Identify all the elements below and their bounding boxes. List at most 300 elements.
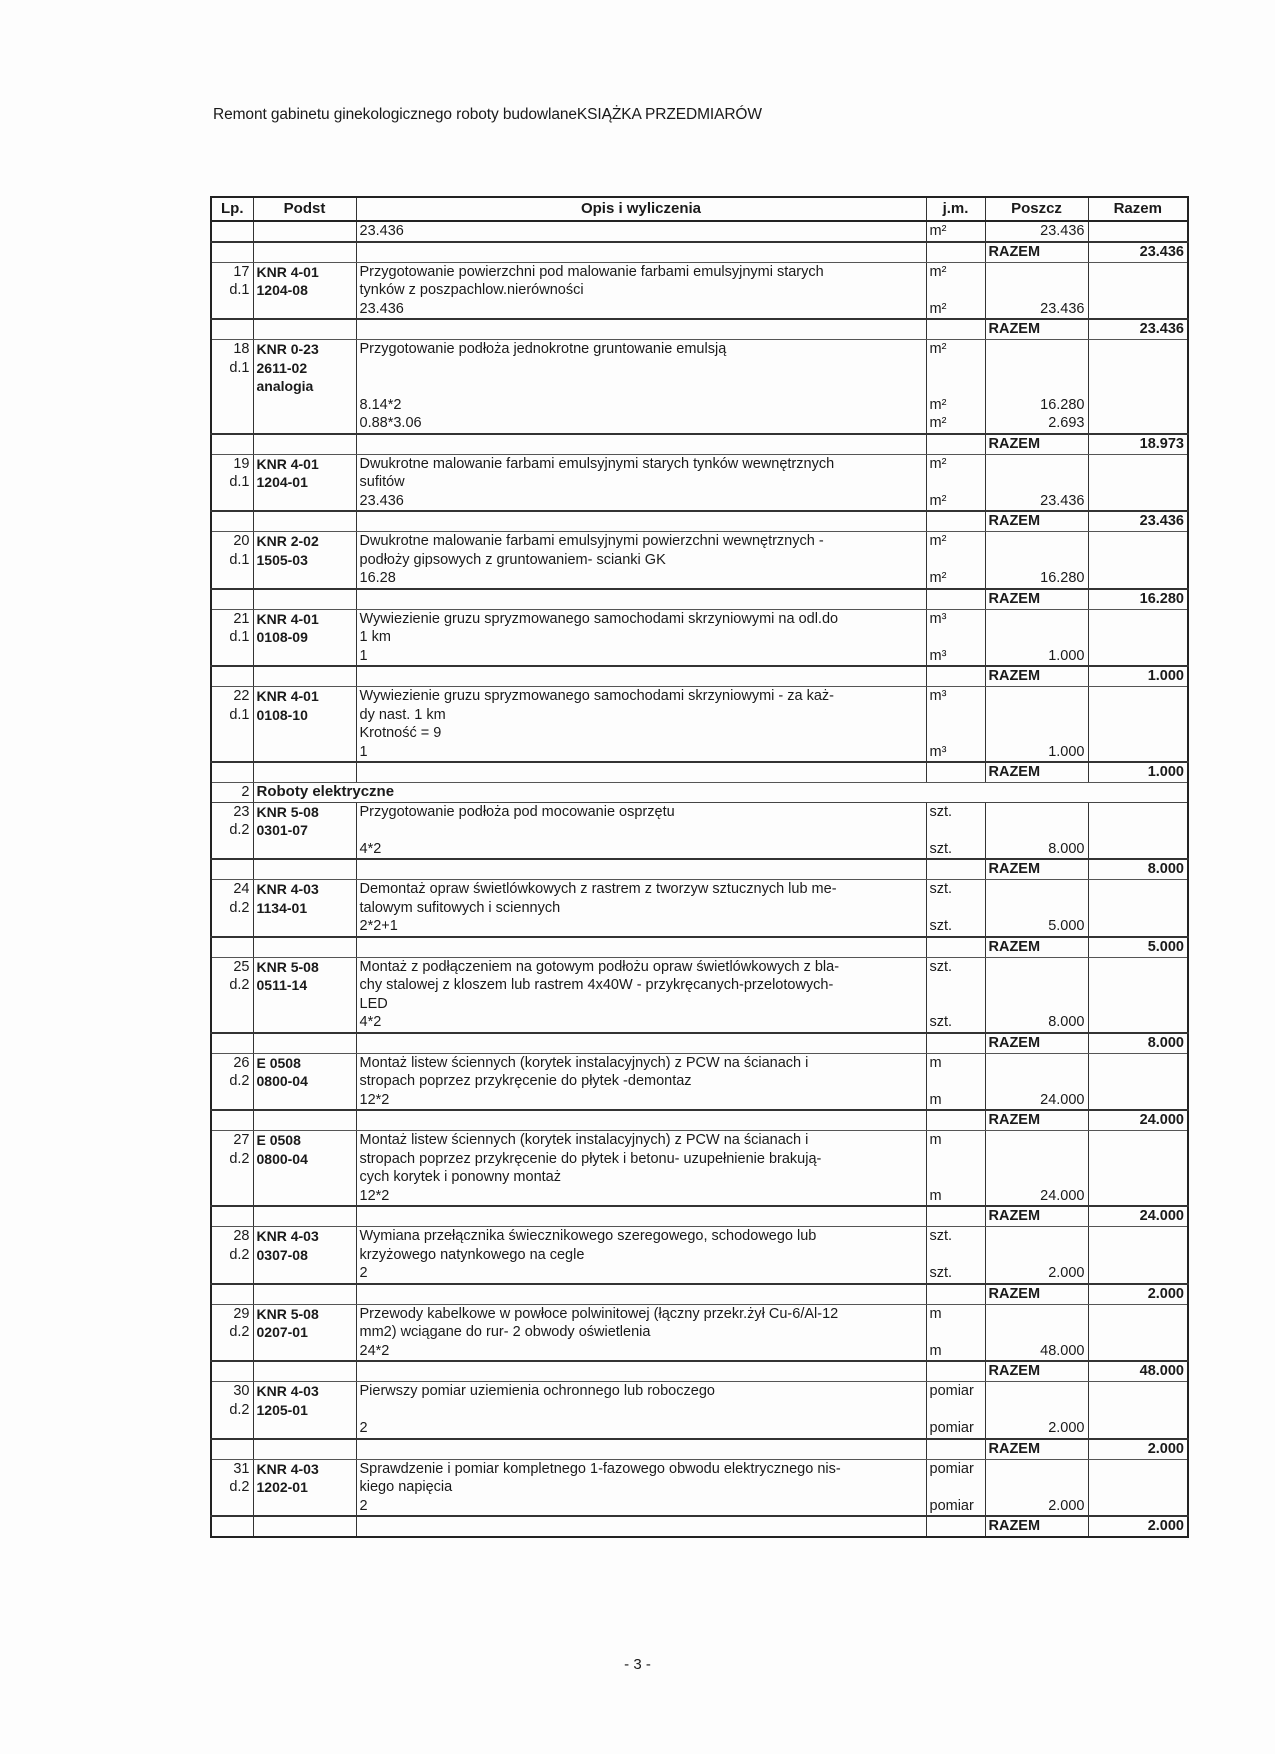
basis-code: 1134-01: [256, 899, 308, 916]
empty-cell: [253, 1110, 356, 1131]
section-ref: d.2: [229, 1479, 250, 1495]
poszcz-value: 8.000: [1048, 1014, 1085, 1030]
empty-cell: [211, 762, 253, 783]
unit: m²: [929, 341, 947, 357]
spacer: [989, 281, 1085, 300]
poszcz-value: 2.000: [1048, 1420, 1085, 1436]
poszcz-cell: [985, 1131, 1088, 1207]
calc-expression: 4*2: [359, 1014, 382, 1030]
razem-cell: [1088, 1304, 1188, 1361]
poszcz-value: 16.280: [1040, 570, 1085, 586]
poszcz-cell: [985, 532, 1088, 589]
empty-cell: [356, 1516, 926, 1537]
poszcz-cell: [985, 957, 1088, 1033]
spacer: [989, 610, 1085, 629]
description-line: Demontaż opraw świetlówkowych z rastrem z tworzyw sztucznych lub me-: [359, 881, 837, 897]
calc-unit: szt.: [929, 840, 953, 857]
lp-cell: [211, 1131, 253, 1207]
description-line: Wywiezienie gruzu spryzmowanego samochodami skrzyniowymi - za każ-: [359, 688, 834, 704]
unit-cell: [926, 1227, 985, 1284]
unit-cell: [926, 1053, 985, 1110]
empty-cell: [926, 1284, 985, 1305]
item-number: 17: [233, 263, 250, 280]
spacer: [930, 706, 982, 725]
basis-code: 1202-01: [256, 1479, 308, 1495]
sum-row: [211, 589, 1188, 610]
razem-label: RAZEM: [985, 589, 1088, 610]
razem-value: 23.436: [1088, 319, 1188, 340]
lp-cell: [211, 1053, 253, 1110]
calc-expression: 0.88*3.06: [359, 415, 422, 431]
item-number: 24: [233, 881, 250, 897]
calc-expression: 8.14*2: [359, 396, 402, 413]
lp-cell: [211, 340, 253, 434]
spacer: [989, 551, 1085, 570]
spacer: [930, 724, 982, 743]
razem-value: 2.000: [1088, 1284, 1188, 1305]
spacer: [360, 1401, 923, 1420]
section-ref: d.2: [229, 899, 250, 916]
sum-row: [211, 859, 1188, 880]
empty-cell: [211, 859, 253, 880]
basis-code: KNR 4-03: [256, 1228, 319, 1244]
spacer: [930, 1478, 982, 1497]
razem-value: 2.000: [1088, 1439, 1188, 1460]
razem-label: RAZEM: [985, 1361, 1088, 1382]
item-row: [211, 880, 1188, 937]
empty-cell: [211, 1110, 253, 1131]
empty-cell: [926, 434, 985, 455]
empty-cell: [926, 1033, 985, 1054]
spacer: [989, 821, 1085, 840]
empty-cell: [253, 589, 356, 610]
spacer: [989, 455, 1085, 474]
poszcz-cell: [985, 1459, 1088, 1516]
razem-label: RAZEM: [985, 666, 1088, 687]
description-line: talowym sufitowych i sciennych: [359, 899, 561, 916]
basis-code: 0207-01: [256, 1324, 308, 1340]
razem-value: 1.000: [1088, 666, 1188, 687]
spacer: [989, 1323, 1085, 1342]
razem-value: 48.000: [1088, 1361, 1188, 1382]
item-row: [211, 454, 1188, 511]
podst-cell: [253, 1131, 356, 1207]
razem-value: 18.973: [1088, 434, 1188, 455]
unit: m: [929, 1305, 942, 1322]
razem-label: RAZEM: [985, 1206, 1088, 1227]
description-line: Krotność = 9: [359, 725, 442, 741]
sum-row: [211, 1110, 1188, 1131]
item-row: [211, 1304, 1188, 1361]
carryover-row: [211, 221, 1188, 242]
empty-cell: [926, 937, 985, 958]
spacer: [360, 377, 923, 396]
empty-cell: [253, 434, 356, 455]
document-type: KSIĄŻKA PRZEDMIARÓW: [576, 106, 762, 123]
spacer: [989, 1478, 1085, 1497]
razem-value: 8.000: [1088, 859, 1188, 880]
item-row: [211, 1227, 1188, 1284]
empty-cell: [211, 319, 253, 340]
empty-cell: [211, 937, 253, 958]
item-number: 31: [233, 1460, 250, 1477]
empty-cell: [356, 1439, 926, 1460]
item-row: [211, 262, 1188, 319]
spacer: [989, 687, 1085, 706]
sum-row: [211, 762, 1188, 783]
column-header-lp: Lp.: [211, 197, 253, 221]
spacer: [989, 1401, 1085, 1420]
spacer: [989, 628, 1085, 647]
poszcz-cell: [985, 802, 1088, 859]
razem-cell: [1088, 1131, 1188, 1207]
empty-cell: [211, 1439, 253, 1460]
razem-value: 2.000: [1088, 1516, 1188, 1537]
unit-cell: [926, 1131, 985, 1207]
description-line: Wymiana przełącznika świecznikowego szeregowego, schodowego lub: [359, 1228, 817, 1244]
empty-cell: [356, 589, 926, 610]
description-cell: [356, 262, 926, 319]
unit: m³: [929, 610, 947, 627]
description-line: krzyżowego natynkowego na cegle: [359, 1246, 585, 1263]
spacer: [930, 976, 982, 995]
empty-cell: [211, 511, 253, 532]
description-line: Przygotowanie podłoża jednokrotne gruntowanie emulsją: [359, 341, 727, 357]
empty-cell: [926, 1361, 985, 1382]
poszcz-value: 23.436: [1040, 300, 1085, 317]
section-ref: d.2: [229, 1150, 250, 1167]
description-cell: [356, 957, 926, 1033]
section-ref: d.1: [229, 474, 250, 490]
basis-code: E 0508: [256, 1132, 301, 1148]
spacer: [930, 821, 982, 840]
lp-cell: [211, 221, 253, 242]
spacer: [989, 377, 1085, 396]
spacer: [360, 359, 923, 378]
item-row: [211, 532, 1188, 589]
calc-unit: m²: [929, 396, 947, 413]
description-cell: [356, 802, 926, 859]
item-number: 27: [233, 1132, 250, 1148]
poszcz-cell: [985, 1053, 1088, 1110]
basis-code: 1505-03: [256, 551, 308, 568]
description-line: Przygotowanie podłoża pod mocowanie osprzętu: [359, 803, 675, 820]
lp-cell: [211, 687, 253, 763]
description-cell: [356, 1131, 926, 1207]
spacer: [989, 340, 1085, 359]
unit: szt.: [929, 1228, 953, 1244]
podst-cell: [253, 532, 356, 589]
item-row: [211, 957, 1188, 1033]
empty-cell: [253, 1439, 356, 1460]
description-line: kiego napięcia: [359, 1479, 453, 1495]
razem-label: RAZEM: [985, 762, 1088, 783]
unit-cell: [926, 609, 985, 666]
sum-row: [211, 1284, 1188, 1305]
description-cell: [356, 1227, 926, 1284]
spacer: [989, 1246, 1085, 1265]
unit: szt.: [929, 958, 953, 975]
item-row: [211, 687, 1188, 763]
razem-cell: [1088, 1227, 1188, 1284]
razem-cell: [1088, 1053, 1188, 1110]
spacer: [989, 1227, 1085, 1246]
empty-cell: [926, 589, 985, 610]
spacer: [930, 551, 982, 570]
basis-code: analogia: [256, 378, 314, 394]
razem-label: RAZEM: [985, 242, 1088, 263]
item-number: 22: [233, 688, 250, 704]
basis-code: KNR 4-01: [256, 455, 319, 472]
calc-unit: szt.: [929, 918, 953, 934]
calc-expression: 12*2: [359, 1187, 390, 1204]
description-line: podłoży gipsowych z gruntowaniem- scianki GK: [359, 551, 666, 568]
spacer: [989, 1150, 1085, 1169]
description-line: mm2) wciągane do rur- 2 obwody oświetlenia: [359, 1324, 651, 1340]
spacer: [930, 1323, 982, 1342]
item-row: [211, 609, 1188, 666]
poszcz-value: 8.000: [1048, 840, 1085, 857]
empty-cell: [253, 762, 356, 783]
description-line: Pierwszy pomiar uziemienia ochronnego lub roboczego: [359, 1383, 715, 1399]
poszcz-cell: [985, 340, 1088, 434]
razem-label: RAZEM: [985, 1033, 1088, 1054]
basis-code: KNR 4-01: [256, 610, 319, 627]
razem-value: 1.000: [1088, 762, 1188, 783]
table-header-row: [211, 197, 1188, 221]
column-header-poszcz: Poszcz: [985, 197, 1088, 221]
calc-expression: 1: [359, 647, 368, 664]
empty-cell: [211, 666, 253, 687]
item-row: [211, 1382, 1188, 1439]
spacer: [930, 1401, 982, 1420]
spacer: [989, 532, 1085, 551]
unit-cell: [926, 880, 985, 937]
razem-value: 8.000: [1088, 1033, 1188, 1054]
sum-row: [211, 1033, 1188, 1054]
calc-unit: m³: [929, 647, 947, 664]
spacer: [989, 1305, 1085, 1324]
unit: m²: [929, 455, 947, 472]
item-row: [211, 340, 1188, 434]
empty-cell: [926, 859, 985, 880]
item-number: 18: [233, 341, 250, 357]
description-cell: [356, 1053, 926, 1110]
section-ref: d.2: [229, 1401, 250, 1418]
spacer: [360, 821, 923, 840]
calc-unit: m²: [929, 300, 947, 317]
razem-value: 24.000: [1088, 1110, 1188, 1131]
column-header-razem: Razem: [1088, 197, 1188, 221]
calc-unit: m: [929, 1342, 942, 1359]
poszcz-value: 2.000: [1048, 1265, 1085, 1281]
unit-cell: [926, 262, 985, 319]
basis-code: KNR 2-02: [256, 533, 319, 549]
poszcz-value: 24.000: [1040, 1091, 1085, 1108]
poszcz-value: 5.000: [1048, 918, 1085, 934]
item-row: [211, 1459, 1188, 1516]
description-line: Montaż z podłączeniem na gotowym podłożu opraw świetlówkowych z bla-: [359, 958, 840, 975]
calc-unit: m²: [929, 492, 947, 509]
empty-cell: [253, 1361, 356, 1382]
empty-cell: [211, 1284, 253, 1305]
razem-label: RAZEM: [985, 1284, 1088, 1305]
calc-unit: pomiar: [929, 1420, 974, 1436]
poszcz-cell: [985, 1227, 1088, 1284]
calc-expression: 24*2: [359, 1342, 390, 1359]
sum-row: [211, 511, 1188, 532]
empty-cell: [253, 666, 356, 687]
sum-row: [211, 1516, 1188, 1537]
empty-cell: [211, 1516, 253, 1537]
podst-cell: [253, 1382, 356, 1439]
spacer: [989, 880, 1085, 899]
razem-cell: [1088, 532, 1188, 589]
podst-cell: [253, 1227, 356, 1284]
description-line: 1 km: [359, 629, 391, 645]
razem-cell: [1088, 340, 1188, 434]
sum-row: [211, 242, 1188, 263]
empty-cell: [356, 1033, 926, 1054]
spacer: [930, 281, 982, 300]
calc-expression: 23.436: [359, 300, 404, 317]
calc-expression: 1: [359, 743, 368, 760]
podst-cell: [253, 802, 356, 859]
section-ref: d.1: [229, 282, 250, 298]
razem-cell: [1088, 609, 1188, 666]
spacer: [989, 1382, 1085, 1401]
lp-cell: [211, 454, 253, 511]
poszcz-value: 2.693: [1048, 415, 1085, 431]
section-ref: d.2: [229, 822, 250, 838]
poszcz-value: 23.436: [985, 221, 1088, 242]
spacer: [930, 899, 982, 918]
item-number: 30: [233, 1383, 250, 1399]
description-line: sufitów: [359, 474, 405, 490]
calc-unit: m³: [929, 743, 947, 760]
description-line: Przygotowanie powierzchni pod malowanie farbami emulsyjnymi starych: [359, 263, 824, 280]
unit-cell: [926, 454, 985, 511]
lp-cell: [211, 1459, 253, 1516]
description-line: stropach poprzez przykręcenie do płytek i betonu- uzupełnienie brakują-: [359, 1150, 822, 1167]
razem-cell: [1088, 687, 1188, 763]
unit: pomiar: [929, 1460, 974, 1477]
unit: m²: [929, 263, 947, 280]
bill-of-quantities-table: [210, 196, 1189, 1538]
lp-cell: [211, 802, 253, 859]
basis-code: KNR 4-03: [256, 1383, 319, 1399]
section-ref: d.1: [229, 359, 250, 376]
empty-cell: [926, 762, 985, 783]
description-cell: [356, 687, 926, 763]
lp-cell: [211, 609, 253, 666]
description-cell: [356, 1459, 926, 1516]
spacer: [989, 1460, 1085, 1479]
calc-expression: 23.436: [359, 492, 404, 509]
column-header-jm: j.m.: [926, 197, 985, 221]
basis-code: E 0508: [256, 1054, 301, 1071]
empty-cell: [356, 319, 926, 340]
spacer: [989, 995, 1085, 1014]
empty-cell: [253, 511, 356, 532]
unit-cell: [926, 340, 985, 434]
unit-cell: m²: [926, 221, 985, 242]
empty-cell: [356, 511, 926, 532]
empty-cell: [253, 859, 356, 880]
basis-code: 0800-04: [256, 1150, 308, 1167]
sum-row: [211, 1361, 1188, 1382]
spacer: [989, 359, 1085, 378]
empty-cell: [253, 937, 356, 958]
empty-cell: [211, 1033, 253, 1054]
description-line: Dwukrotne malowanie farbami emulsyjnymi powierzchni wewnętrznych -: [359, 533, 824, 549]
empty-cell: [253, 1206, 356, 1227]
empty-cell: [926, 1439, 985, 1460]
sum-row: [211, 319, 1188, 340]
empty-cell: [356, 1206, 926, 1227]
calc-unit: m²: [929, 570, 947, 586]
podst-cell: [253, 221, 356, 242]
unit: m: [929, 1132, 942, 1148]
basis-code: 0307-08: [256, 1246, 308, 1263]
unit: m³: [929, 688, 947, 704]
razem-value: 23.436: [1088, 242, 1188, 263]
lp-cell: [211, 1304, 253, 1361]
description-cell: [356, 454, 926, 511]
unit-cell: [926, 1304, 985, 1361]
razem-label: RAZEM: [985, 1110, 1088, 1131]
description-line: stropach poprzez przykręcenie do płytek -demontaz: [359, 1073, 692, 1089]
empty-cell: [356, 937, 926, 958]
empty-cell: [926, 1110, 985, 1131]
sum-row: [211, 666, 1188, 687]
spacer: [989, 263, 1085, 282]
basis-code: KNR 5-08: [256, 1305, 319, 1322]
empty-cell: [211, 589, 253, 610]
spacer: [989, 899, 1085, 918]
basis-code: 0800-04: [256, 1073, 308, 1089]
description-line: Wywiezienie gruzu spryzmowanego samochodami skrzyniowymi na odl.do: [359, 610, 839, 627]
basis-code: KNR 0-23: [256, 341, 319, 357]
podst-cell: [253, 1459, 356, 1516]
spacer: [930, 1168, 982, 1187]
description-cell: [356, 1382, 926, 1439]
section-ref: d.2: [229, 977, 250, 993]
unit: szt.: [929, 881, 953, 897]
section-ref: d.2: [229, 1324, 250, 1340]
podst-cell: [253, 880, 356, 937]
empty-cell: [356, 859, 926, 880]
basis-code: 1205-01: [256, 1401, 308, 1418]
razem-cell: [1088, 454, 1188, 511]
poszcz-cell: [985, 687, 1088, 763]
poszcz-cell: [985, 609, 1088, 666]
spacer: [989, 803, 1085, 822]
razem-cell: [1088, 262, 1188, 319]
poszcz-value: 1.000: [1048, 743, 1085, 760]
empty-cell: [253, 319, 356, 340]
razem-label: RAZEM: [985, 1516, 1088, 1537]
spacer: [930, 1072, 982, 1091]
spacer: [930, 1150, 982, 1169]
poszcz-value: 24.000: [1040, 1187, 1085, 1204]
podst-cell: [253, 1304, 356, 1361]
poszcz-cell: [985, 262, 1088, 319]
razem-value: 16.280: [1088, 589, 1188, 610]
calc-expression: 2: [359, 1420, 368, 1436]
description-line: tynków z poszpachlow.nierówności: [359, 282, 584, 298]
spacer: [989, 1131, 1085, 1150]
